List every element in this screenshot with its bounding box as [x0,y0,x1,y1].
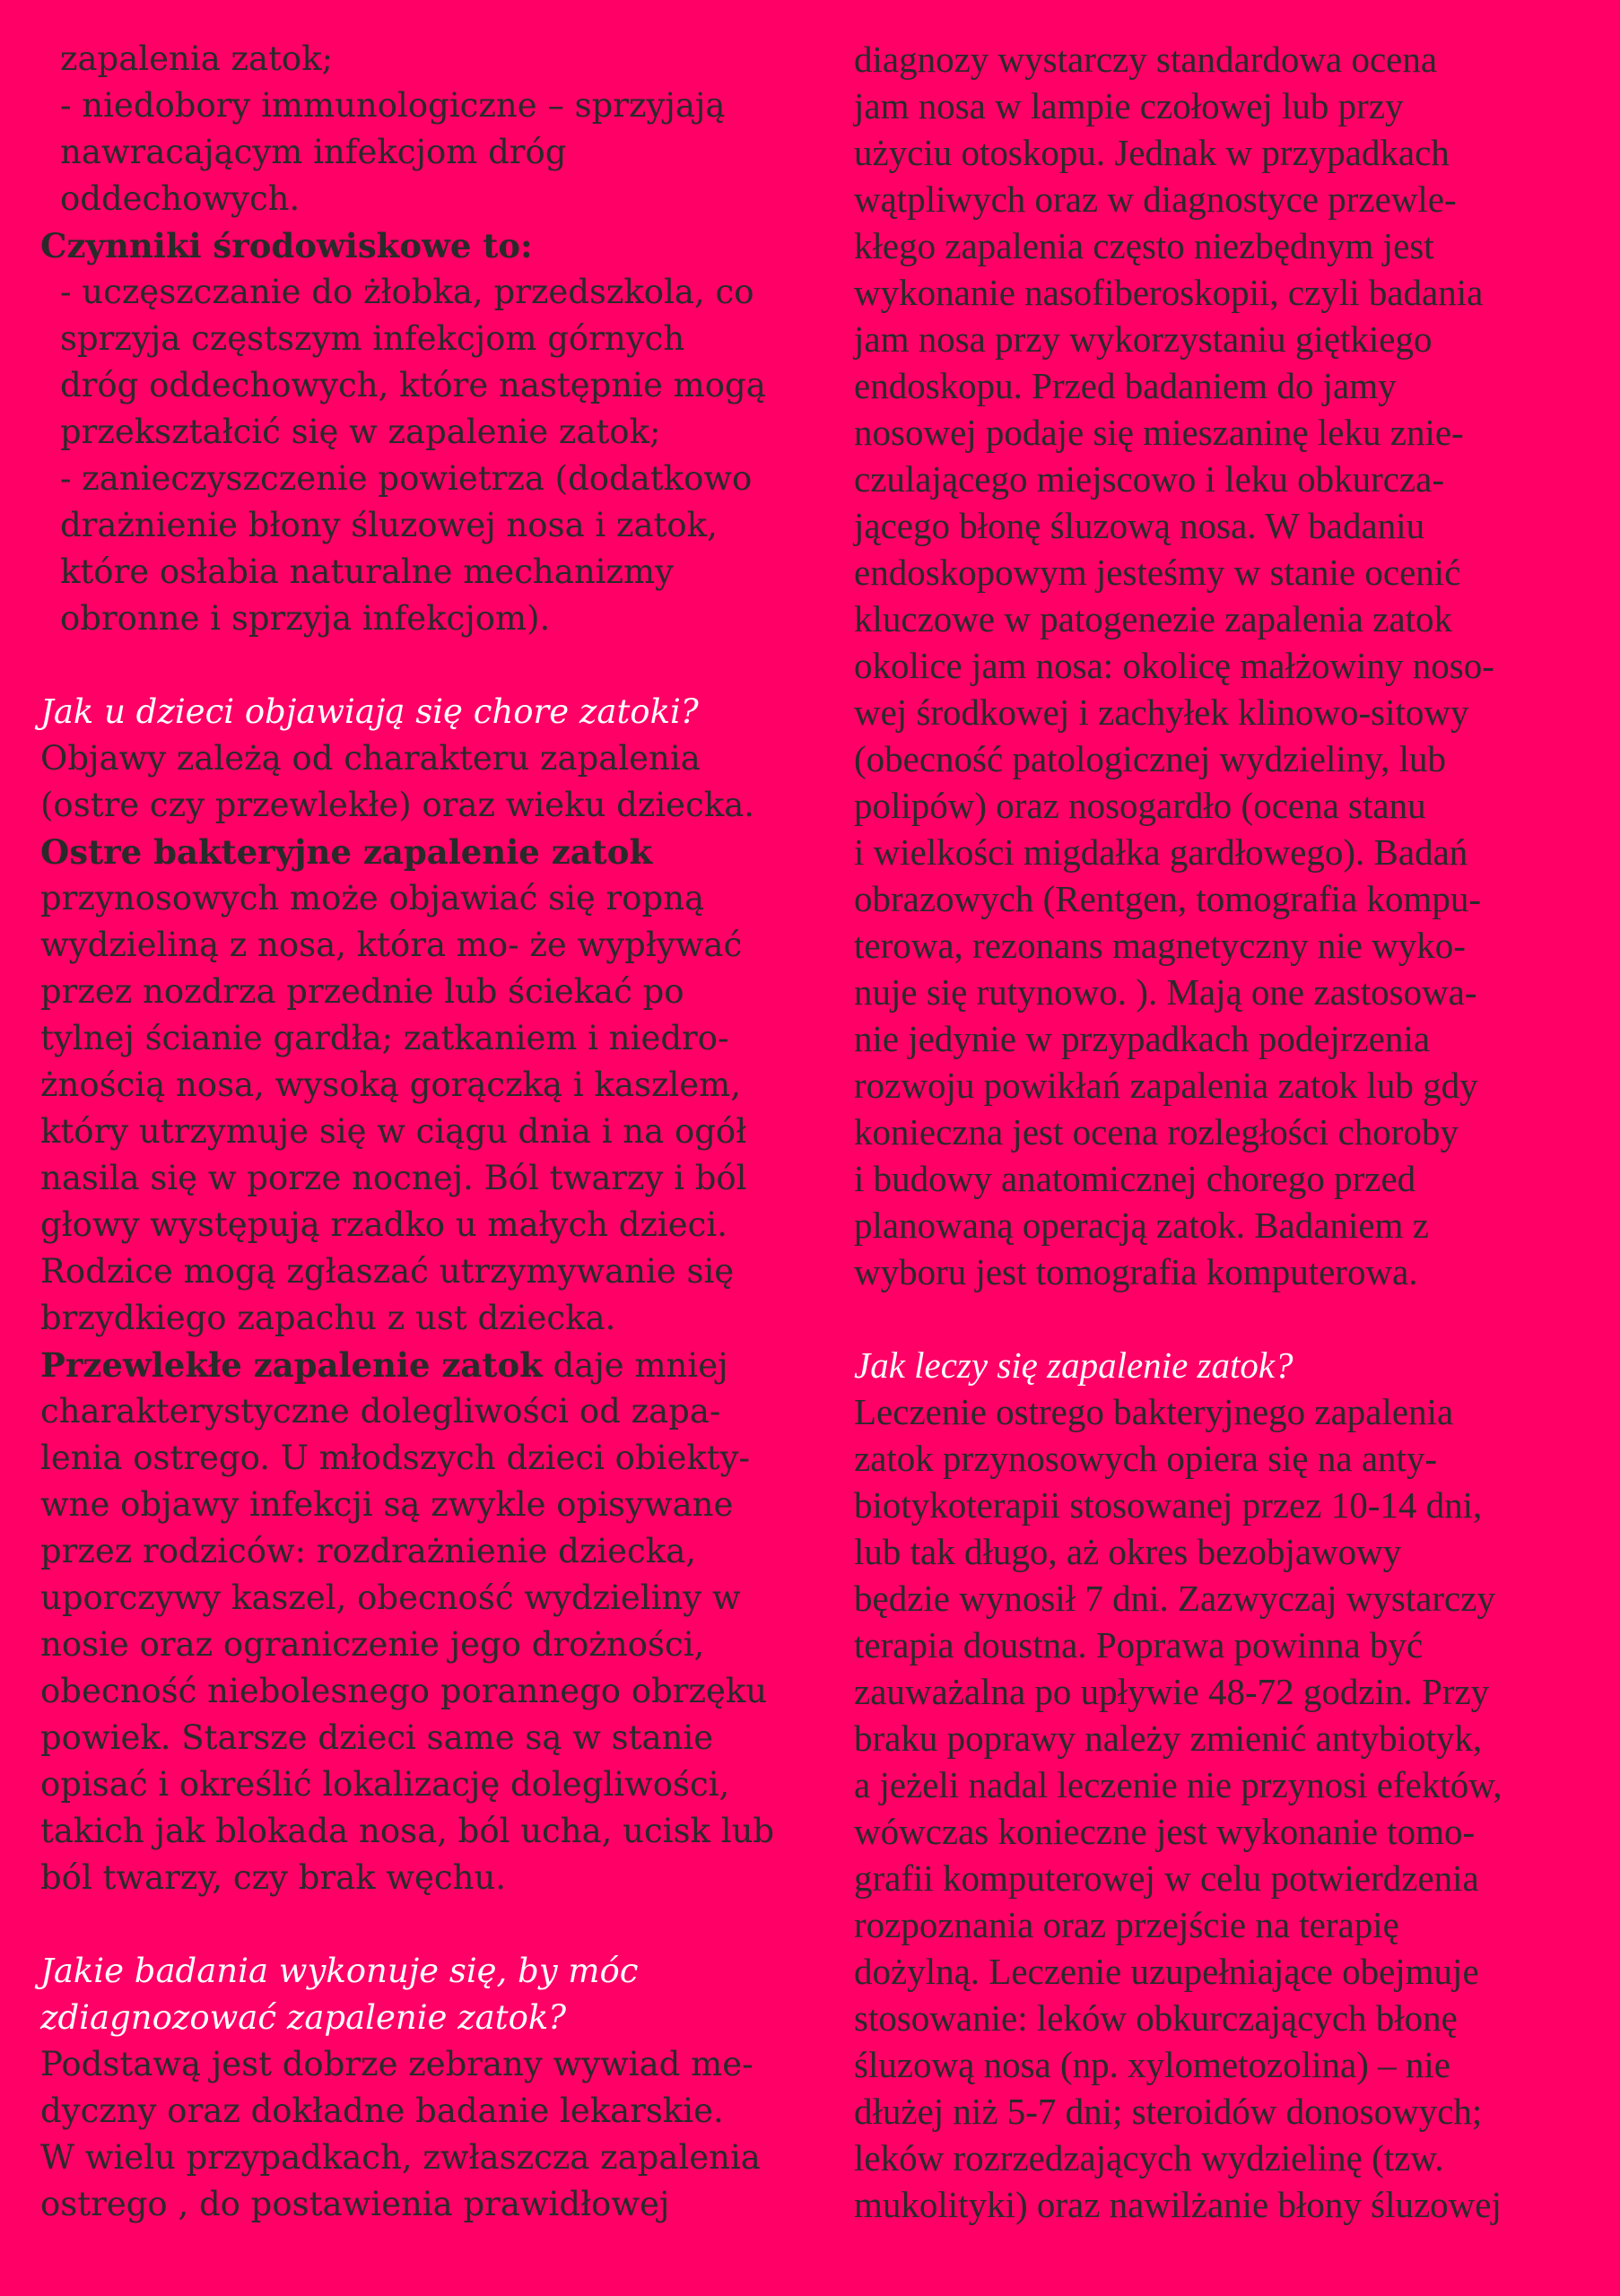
text-line: uporczywy kaszel, obecność wydzieliny w [40,1578,741,1617]
text-line: zapalenia zatok; [60,39,334,78]
text-line: terowa, rezonans magnetyczny nie wyko- [854,925,1466,966]
text-line: będzie wynosił 7 dni. Zazwyczaj wystarczy [854,1578,1495,1619]
text-line: (obecność patologicznej wydzieliny, lub [854,738,1446,779]
text-line [40,1342,803,1388]
text-line: Objawy zależą od charakteru zapalenia [40,739,701,778]
text-line: wyboru jest tomografia komputerowa. [854,1251,1418,1292]
text-line: (ostre czy przewlekłe) oraz wieku dziecka. [40,786,755,824]
text-line: jam nosa w lampie czołowej lub przy [854,85,1404,126]
text-line: przynosowych może objawiać się ropną [40,879,705,918]
text-line: opisać i określić lokalizację dolegliwości, [40,1765,730,1804]
text-line: Leczenie ostrego bakteryjnego zapalenia [854,1391,1454,1432]
symptoms-question-heading: Jak u dzieci objawiają się chore zatoki? [40,692,699,731]
text-line: dłużej niż 5-7 dni; steroidów donosowych; [854,2091,1483,2132]
text-line: czulającego miejscowo i leku obkurcza- [854,458,1444,500]
text-line: W wielu przypadkach, zwłaszcza zapalenia [40,2138,761,2177]
text-line: jam nosa przy wykorzystaniu giętkiego [854,318,1433,360]
text-line: endoskopowym jesteśmy w stanie ocenić [854,552,1461,593]
text-line: które osłabia naturalne mechanizmy [60,552,674,591]
text-line: jącego błonę śluzową nosa. W badaniu [854,505,1425,546]
text-line: dyczny oraz dokładne badanie lekarskie. [40,2092,724,2130]
text-line: wydzieliną z nosa, która mo- że wypływać [40,926,743,964]
diagnosis-question-heading: zdiagnozować zapalenie zatok? [40,1998,567,2037]
text-line: sprzyja częstszym infekcjom górnych [60,319,685,358]
text-line: okolice jam nosa: okolicę małżowiny noso- [854,645,1494,686]
text-line: Podstawą jest dobrze zebrany wywiad me- [40,2045,753,2083]
treatment-question-heading: Jak leczy się zapalenie zatok? [854,1344,1293,1386]
text-line: dróg oddechowych, które następnie mogą [60,366,766,404]
text-line: Rodzice mogą zgłaszać utrzymywanie się [40,1252,735,1291]
text-line: ból twarzy, czy brak węchu. [40,1858,507,1897]
text-line: kłego zapalenia często niezbędnym jest [854,225,1434,266]
text-line: lub tak długo, aż okres bezobjawowy [854,1531,1402,1572]
text-line: wykonanie nasofiberoskopii, czyli badania [854,272,1484,313]
text-line: obronne i sprzyja infekcjom). [60,599,551,638]
text-line: - uczęszczanie do żłobka, przedszkola, co [60,273,754,311]
text-line: zauważalna po upływie 48-72 godzin. Przy [854,1671,1490,1712]
text-line: nasila się w porze nocnej. Ból twarzy i ból [40,1159,747,1197]
environment-factors-heading: Czynniki środowiskowe to: [40,226,533,265]
acute-sinusitis-term: Ostre bakteryjne zapalenie zatok [40,832,653,872]
text-line: konieczna jest ocena rozległości choroby [854,1111,1459,1152]
text-line: wne objawy infekcji są zwykle opisywane [40,1485,734,1524]
text-line: śluzową nosa (np. xylometozolina) – nie [854,2044,1450,2085]
text-line: polipów) oraz nosogardło (ocena stanu [854,785,1426,826]
text-line: i budowy anatomicznej chorego przed [854,1158,1416,1199]
right-column [854,36,1590,2228]
text-line: charakterystyczne dolegliwości od zapa- [40,1392,721,1431]
text-line: mukolityki) oraz nawilżanie błony śluzowej [854,2184,1502,2225]
text-line: braku poprawy należy zmienić antybiotyk, [854,1718,1483,1759]
text-line: tylnej ścianie gardła; zatkaniem i niedro- [40,1019,729,1057]
text-line: terapia doustna. Poprawa powinna być [854,1624,1424,1665]
text-line: użyciu otoskopu. Jednak w przypadkach [854,132,1450,173]
text-line: - niedobory immunologiczne – sprzyjają [60,86,726,125]
text-line: takich jak blokada nosa, ból ucha, ucisk lub [40,1812,775,1850]
text-line: przez nozdrza przednie lub ściekać po [40,972,684,1011]
chronic-sinusitis-term: Przewlekłe zapalenie zatok [40,1345,543,1385]
text-line: brzydkiego zapachu z ust dziecka. [40,1299,616,1337]
text-line: nosie oraz ograniczenie jego drożności, [40,1625,705,1664]
text-line: leków rozrzedzających wydzielinę (tzw. [854,2137,1444,2179]
text-fragment: daje mniej [542,1346,728,1385]
text-line: endoskopu. Przed badaniem do jamy [854,365,1397,406]
text-line: rozwoju powikłań zapalenia zatok lub gdy [854,1065,1478,1106]
text-line: nuje się rutynowo. ). Mają one zastosowa- [854,971,1477,1013]
text-line: stosowanie: leków obkurczających błonę [854,1997,1458,2039]
text-line: wówczas konieczne jest wykonanie tomo- [854,1811,1476,1852]
text-line: wej środkowej i zachyłek klinowo-sitowy [854,691,1469,733]
text-line: powiek. Starsze dzieci same są w stanie [40,1718,714,1757]
text-line: diagnozy wystarczy standardowa ocena [854,39,1438,80]
text-line: zatok przynosowych opiera się na anty- [854,1438,1438,1479]
text-line: lenia ostrego. U młodszych dzieci obiekty- [40,1439,751,1477]
text-line: grafii komputerowej w celu potwierdzenia [854,1857,1479,1899]
text-line: kluczowe w patogenezie zapalenia zatok [854,598,1453,639]
text-line: rozpoznania oraz przejście na terapię [854,1904,1399,1945]
paragraph-gap [40,1901,803,1948]
text-line: i wielkości migdałka gardłowego). Badań [854,831,1468,873]
text-line: planowaną operacją zatok. Badaniem z [854,1205,1429,1246]
text-line: żnością nosa, wysoką gorączką i kaszlem, [40,1065,742,1104]
diagnosis-question-heading: Jakie badania wykonuje się, by móc [40,1952,639,1990]
text-line: obrazowych (Rentgen, tomografia kompu- [854,878,1482,919]
text-line: oddechowych. [60,179,300,218]
paragraph-gap [40,642,803,689]
text-line: dożylną. Leczenie uzupełniające obejmuje [854,1951,1479,1992]
text-line: wątpliwych oraz w diagnostyce przewle- [854,178,1457,220]
text-line: - zanieczyszczenie powietrza (dodatkowo [60,459,753,498]
text-line: przez rodziców: rozdrażnienie dziecka, [40,1532,697,1570]
left-column [40,36,803,2228]
text-line: który utrzymuje się w ciągu dnia i na ogół [40,1112,747,1151]
paragraph-gap [854,1295,1590,1342]
text-line: nie jedynie w przypadkach podejrzenia [854,1018,1431,1059]
text-line: obecność niebolesnego porannego obrzęku [40,1672,768,1710]
text-line: nawracającym infekcjom dróg [60,133,567,171]
text-line: nosowej podaje się mieszaninę leku znie- [854,412,1464,453]
text-line: głowy występują rzadko u małych dzieci. [40,1205,727,1244]
text-line: biotykoterapii stosowanej przez 10-14 dni, [854,1484,1483,1526]
text-line: drażnienie błony śluzowej nosa i zatok, [60,506,718,544]
text-line: ostrego , do postawienia prawidłowej [40,2185,670,2223]
text-line: a jeżeli nadal leczenie nie przynosi efektów, [854,1764,1502,1805]
text-line: przekształcić się w zapalenie zatok; [60,413,661,451]
